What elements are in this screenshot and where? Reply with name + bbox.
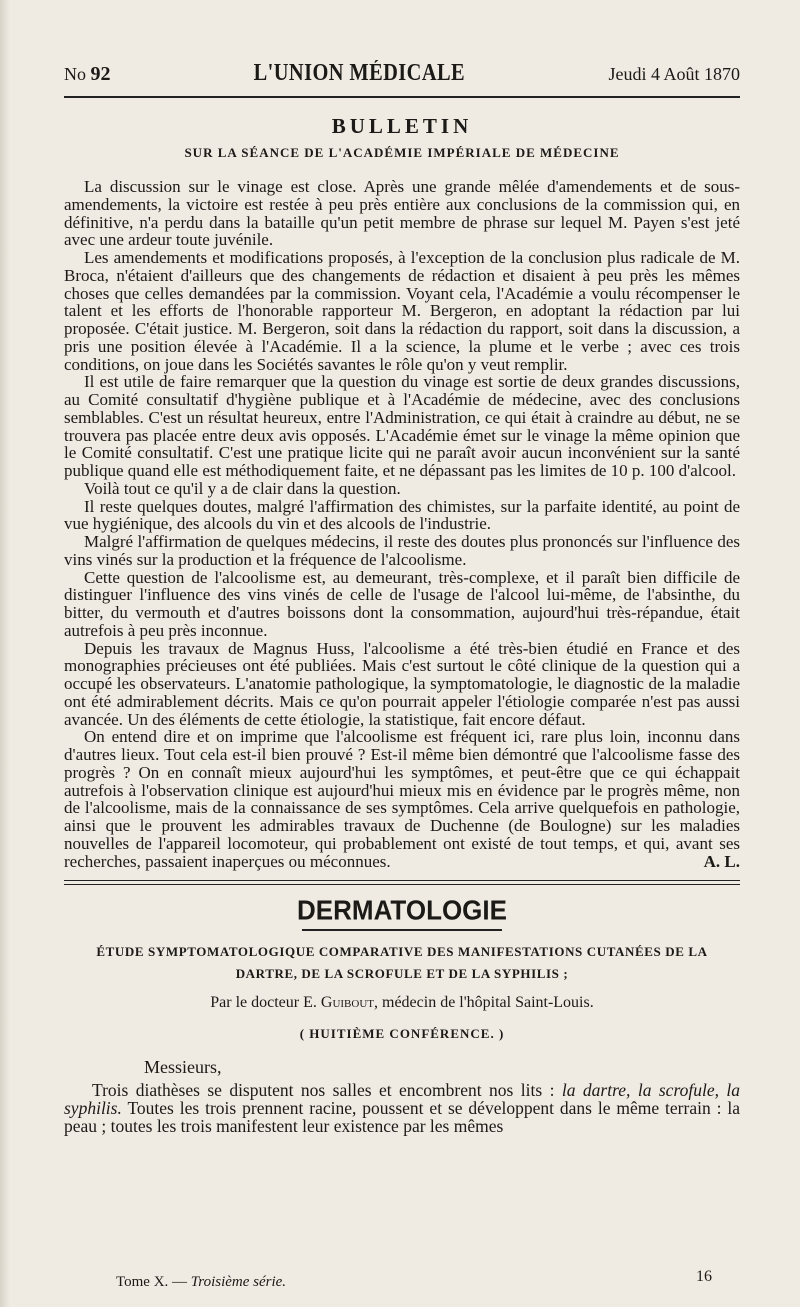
author-prefix: Par le docteur <box>210 994 300 1012</box>
paragraph-text: On entend dire et on imprime que l'alcoolisme est fréquent ici, rare plus loin, inconnu dans d'autres lieux. Tout cela est-il bien prouvé ? Est-il même bien démontré que l'alcoolisme fasse des progrès ? On en connaît mieux aujourd'hui les symptômes, et peut-être que ce qui échappait autrefois à l'observation clinique est aujourd'hui mieux mis en évidence par le progrès même, non de l'alcoolisme, mais de la connaissance de ses symptômes. Cela arrive quelquefois en pathologie, ainsi que le prouvent les admirables travaux de Duchenne (de Boulogne) sur les maladies nouvelles de l'appareil locomoteur, qui probablement ont existé de tout temps, et qui, avant ses recherches, passaient inaperçues ou méconnues. <box>64 727 740 871</box>
paragraph: La discussion sur le vinage est close. Après une grande mêlée d'amendements et de sous-amendements, la victoire est restée à peu près entière aux conclusions de la commission qui, en définitive, n'a perdu dans la bataille qu'un petit membre de phrase sur lequel M. Payen s'est jeté avec une ardeur toute juvénile. <box>64 177 740 250</box>
journal-title: L'UNION MÉDICALE <box>253 60 466 86</box>
volume-info: Tome X. — Troisième série. <box>116 1274 287 1290</box>
conference-label: ( HUITIÈME CONFÉRENCE. ) <box>299 1026 505 1042</box>
dermatologie-subtitle <box>64 941 740 985</box>
greeting: Messieurs, <box>144 1057 222 1078</box>
author-affiliation: médecin de l'hôpital Saint-Louis. <box>382 994 594 1012</box>
page-spine-shadow <box>0 0 10 1307</box>
page-header <box>64 60 740 94</box>
bulletin-body <box>64 178 740 870</box>
page-content <box>64 60 740 1135</box>
section-divider <box>64 880 740 885</box>
paragraph-last <box>64 728 740 870</box>
bulletin-title: BULLETIN <box>331 114 473 138</box>
paragraph: Malgré l'affirmation de quelques médecins, il reste des doutes plus prononcés sur l'influence des vins vinés sur la production et la fréquence de l'alcoolisme. <box>64 532 740 569</box>
subtitle-line-1: ÉTUDE SYMPTOMATOLOGIQUE COMPARATIVE DES MANIFESTATIONS CUTANÉES DE LA <box>96 944 708 960</box>
paragraph: Il reste quelques doutes, malgré l'affirmation des chimistes, sur la parfaite identité, au point de vue hygiénique, des alcools du vin et des alcools de l'industrie. <box>64 496 740 534</box>
page-number: 16 <box>696 1268 712 1285</box>
opening-text-end: Toutes les trois prennent racine, poussent et se développent dans le même terrain : la peau ; toutes les trois manifestent leur existence par les mêmes <box>64 1098 741 1137</box>
paragraph: Il est utile de faire remarquer que la question du vinage est sortie de deux grandes discussions, au Comité consultatif d'hygiène publique et à l'Académie de médecine, avec des conclusions semblables. C'est un résultat heureux, entre l'Administration, ce qui était à craindre au début, ne se trouvera pas placée entre deux avis opposés. L'Académie émet sur le vinage la même opinion que le Comité consultatif. C'est une pratique licite qui ne paraît avoir aucun inconvénient sur la santé publique quand elle est méthodiquement faite, et ne dépassant pas les limites de 10 p. 100 d'alcool. <box>64 372 740 480</box>
author-name: E. Guibout, <box>303 994 378 1012</box>
bulletin-subtitle: SUR LA SÉANCE DE L'ACADÉMIE IMPÉRIALE DE MÉDECINE <box>184 145 620 160</box>
issue-date: Jeudi 4 Août 1870 <box>608 64 740 84</box>
paragraph: Cette question de l'alcoolisme est, au demeurant, très-complexe, et il paraît bien difficile de distinguer l'influence des vins vinés de celle de l'usage de l'alcool lui-même, de l'absinthe, du bitter, du vermouth et d'autres boissons dont la consommation, aujourd'hui très-répandue, était autrefois à peu près inconnue. <box>64 567 740 640</box>
opening-paragraph <box>64 1081 740 1135</box>
paragraph: Voilà tout ce qu'il y a de clair dans la question. <box>84 478 401 498</box>
opening-text-italic: la dartre, la scrofule, la syphilis. <box>64 1080 741 1119</box>
dermatologie-title: DERMATOLOGIE <box>297 894 507 927</box>
paragraph: Depuis les travaux de Magnus Huss, l'alcoolisme a été très-bien étudié en France et des monographies précieuses ont été publiées. Mais c'est surtout le côté clinique de la question qui a occupé les observateurs. L'anatomie pathologique, la symptomatologie, le diagnostic de la maladie ont été admirablement décrits. Mais ce qu'on pourrait appeler l'étiologie comparée n'est pas aussi avancée. Un des éléments de cette étiologie, la statistique, fait encore défaut. <box>64 638 740 729</box>
title-underline <box>302 929 502 931</box>
issue-number: No 92 <box>64 63 111 85</box>
page-footer <box>116 1274 740 1291</box>
subtitle-line-2: DARTRE, DE LA SCROFULE ET DE LA SYPHILIS ; <box>235 966 569 982</box>
header-rule <box>64 96 740 98</box>
paragraph: Les amendements et modifications proposés, à l'exception de la conclusion plus radicale de M. Broca, n'étaient d'ailleurs que des changements de rédaction et disaient à peu près les mêmes choses que celles demandées par la commission. Voyant cela, l'Académie a voulu récompenser le talent et les efforts de l'honorable rapporteur M. Bergeron, en adoptant la rédaction par lui proposée. C'était justice. M. Bergeron, soit dans la rédaction du rapport, soit dans la discussion, a pris une position élevée à l'Académie. Il a la science, la plume et le verbe ; avec ces trois conditions, on joue dans les Sociétés savantes le rôle qu'on y veut remplir. <box>64 248 740 374</box>
opening-text-start: Trois diathèses se disputent nos salles et encombrent nos lits : <box>92 1080 555 1101</box>
article-author <box>64 993 740 1013</box>
author-signature: A. L. <box>703 851 740 871</box>
